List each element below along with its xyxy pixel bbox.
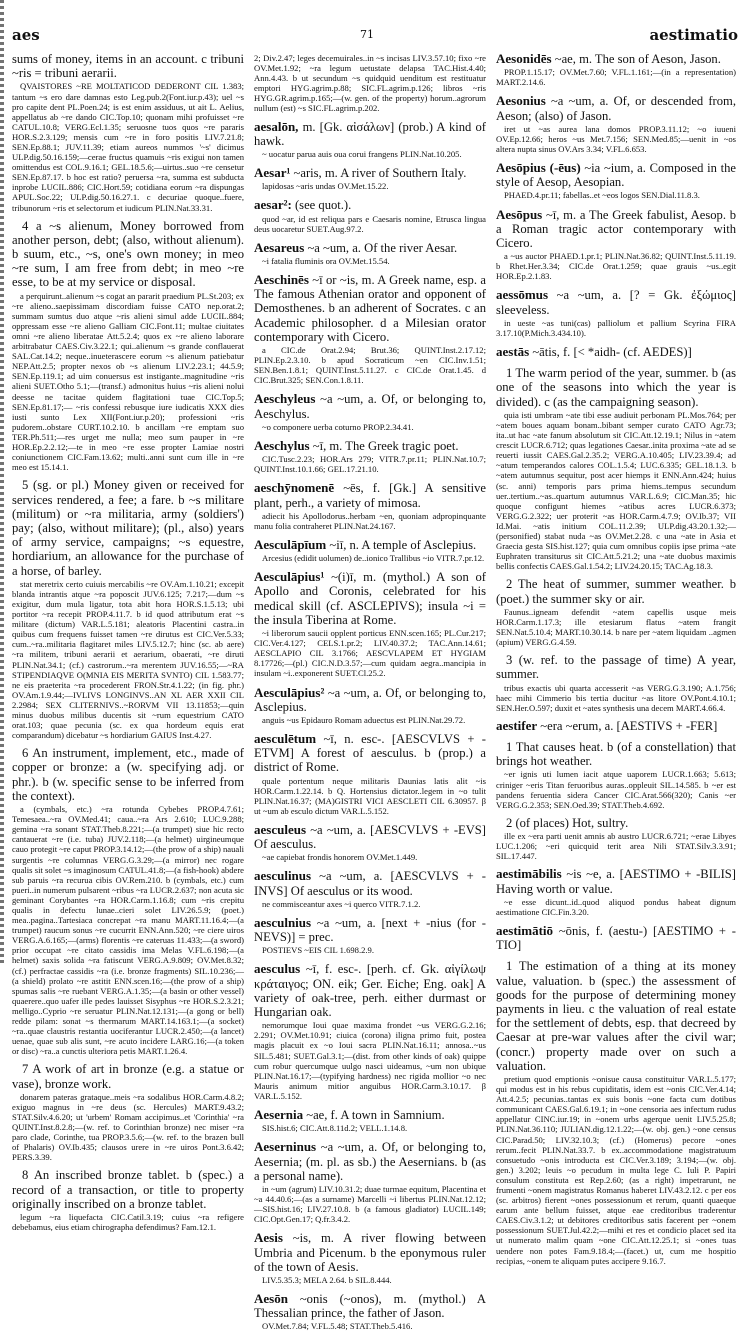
guide-word-left: aes <box>12 26 40 44</box>
sense-definition: 1 That causes heat. b (of a constellation) that brings hot weather. <box>496 740 736 769</box>
headword: Aesareus <box>254 239 305 255</box>
headword: Aesernia <box>254 1107 304 1123</box>
citations: SIS.hist.6; CIC.Att.8.11d.2; VELL.1.14.8. <box>262 1123 408 1134</box>
citations: in ~um (agrum) LIV.10.31.2; duae turmae equitum, Placentina et ~a 44.40.6;—(as a surname) Marcelli ~i libertus PLIN.Nat.12.12;—SIS.hist.16; LIV.27.10.8. b (a famous gladiator) LUCIL.149; CIC.Opt.Gen.17; Q.fr.3.4.2. <box>254 1183 486 1225</box>
citations: nemorumque Ioui quae maxima frondet ~us VERG.G.2.16; 2.291; OV.Met.10.91; ciuica (corona) iligna primo fuit, postea magis placuit ex ~o Ioui sacra PLIN.Nat.16.11; annosa..~us SIL.5.481; SUET.Gal.3.1;—(dist. from other kinds of oak) quippe cum robur quercumque uulgo nasci uideamus, ~um non ubique PLIN.Nat.16.17;—(typifying hardness) nec rigida mollior ~o nec Mauris animum mitior anguibus HOR.Carm.3.10.17. β VAR.L.5.152. <box>254 1020 486 1101</box>
headword: Aesonidēs <box>496 51 552 66</box>
citations: a perquirunt..alienum ~s cogat an pararit praedium PL.St.203; ex ~re alieno..saepissimam discordiam fuisse CATO nep.orat.2; summam sumtus duo atque ~ris alieni simul adde LUCIL.884; oppressam esse ~re alieno Galliam CIC.Font.11; multae ciuitates omni ~re alieno liberatae Att.5.2.4; quos ex ~re alieno laborare arbitrabatur CAES.Civ.3.22.1; qui..alienum ~s grande conflauerat SAL.Cat.14.2; neque..inueterascere eorum ~s alienum patiebatur NEP.Att.2.5; propter nexos ob ~s alienum LIV.2.23.1; 44.5.9; SEN.Ep.119.1; ad uim conuersus est instigante..magnitudine ~ris alieni SUET.Otho 5.1;—(transf.) admonitus huius ~ris alieni nolui deesse ne tacitae quidem flagitationi tuae CIC.Top.5; SEN.Ep.81.17;— ~ris confessi rebusque iure iudicatis XXX dies iusti sunto Lex XII(Font.iur.p.20); professioni ~ris pudorem..obstare CURT.10.2.10. b ancillam ~re emptam suo TER.Ph.511;—res urget me nulla; meo sum pauper in ~re HOR.Ep.2.2.12;—te in meo ~re esse propter Lamiae nostri coniunctionem CIC.Fam.13.62; multi..anni sunt cum ille in ~re meo est 15.14.1. <box>12 290 244 473</box>
citations: ~er ignis uti lumen iacit atque uaporem LUCR.1.663; 5.613; criniger ~eris Titan feruoribus auras..oppleuit SIL.14.585. b ~er est pandens feruentia sidera Cancer CIC.Arat.566(320); Canis ~er VERG.G.2.353; SEN.Oed.39; STAT.Theb.4.692. <box>496 769 736 810</box>
headword: Aesar¹ <box>254 165 291 181</box>
citations: POSTIEVS ~EIS CIL 1.698.2.9. <box>262 945 374 956</box>
citations: ~ uocatur parua auis oua corui frangens PLIN.Nat.10.205. <box>262 148 462 159</box>
scan-edge <box>0 0 4 963</box>
definition: ~ī, f. esc-. [perh. cf. Gk. αἰγίλωψ κράταιγος; ON. eik; Ger. Eiche; Eng. oak] A variety of oak-tree, perh. either durmast or Hungarian oak. <box>254 962 486 1020</box>
headword: aesar²: <box>254 197 292 213</box>
citations: LIV.5.35.3; MELA 2.64. b SIL.8.444. <box>262 1274 392 1285</box>
definition: ~is ~e, a. [AESTIMO + -BILIS] Having worth or value. <box>496 867 736 896</box>
citations: donarem pateras grataque..meis ~ra sodalibus HOR.Carm.4.8.2; exiguo magnus in ~re deus (sc. Hercules) MART.9.43.2; STAT.Silv.4.6.20; ut 'urbem' Romam accipimus..et 'Corinthia' ~ra QUINT.Inst.8.2.8;—(w. ref. to Corinthian bronze) nec miser ~ra paro clade, Corinthe, tua PROP.3.5.6;—(w. ref. to the brazen bull of Phalaris) OV.Ib.435; clausos urere in ~re uiros Pont.3.6.42; PERS.3.39. <box>12 1091 244 1163</box>
sense-definition: sums of money, items in an account. c tribuni ~ris = tribuni aerarii. <box>12 52 244 81</box>
sense-definition: 2 The heat of summer, summer weather. b (poet.) the summer sky or air. <box>496 577 736 606</box>
headword: Aesōpus <box>496 206 543 222</box>
dictionary-entry <box>254 962 486 1101</box>
dictionary-entry <box>254 1140 486 1224</box>
citations: ~ae capiebat frondis honorem OV.Met.1.449. <box>262 852 418 863</box>
dictionary-entry <box>254 392 486 432</box>
headword: aesculētum <box>254 731 317 746</box>
citations: ne commisceantur axes ~i querco VITR.7.1.2. <box>262 898 421 909</box>
definition: ~ī, m. a The Greek fabulist, Aesop. b a Roman tragic actor contemporary with Cicero. <box>496 207 736 250</box>
dictionary-entry <box>496 719 736 733</box>
dictionary-entry <box>254 1231 486 1285</box>
dictionary-entry <box>496 94 736 154</box>
column-2 <box>254 52 486 1339</box>
dictionary-entry <box>254 869 486 909</box>
definition: ~onis (~onos), m. (mythol.) A Thessalian prince, the father of Jason. <box>254 1292 486 1321</box>
definition: ~is, m. A river flowing between Umbria and Picenum. b the eponymous ruler of the town of Aesis. <box>254 1231 486 1274</box>
definition: ~a ~um, a. [? = Gk. ἐξώμιος] sleeveless. <box>496 288 736 317</box>
citations: ~i fatalia fluminis ora OV.Met.15.54. <box>262 255 390 266</box>
sense-definition: 5 (sg. or pl.) Money given or received for services rendered, a fee; a fare. b ~s militare (militum) or ~ra militaria, army (soldiers') pay; (also, without militare); (pl., also) years of army service, campaigns; ~s equestre, hordiarium, an allowance for the purchase of a horse, of barley. <box>12 478 244 578</box>
definition: ~ī, m. The Greek tragic poet. <box>309 438 459 453</box>
headword: aestifer <box>496 717 538 733</box>
column-1 <box>12 52 244 1238</box>
citations: CIC.Tusc.2.23; HOR.Ars 279; VITR.7.pr.11; PLIN.Nat.10.7; QUINT.Inst.10.1.66; GEL.17.21.10. <box>254 454 486 475</box>
headword: Aesis <box>254 1230 283 1246</box>
dictionary-entry <box>254 823 486 863</box>
citations: PROP.1.15.17; OV.Met.7.60; V.FL.1.161;—(in a representation) MART.2.14.6. <box>496 67 736 88</box>
sense-definition: 1 The estimation of a thing at its money value, valuation. b (spec.) the assessment of goods for the purpose of determining money payments in lieu. c the valuation of real estate for the settlement of debts, esp. that decreed by Caesar at pre-war values after the civil war; (concr.) property made over on such a valuation. <box>496 959 736 1073</box>
citations: ~o componere uerba coturno PROP.2.34.41. <box>262 421 414 432</box>
sense-definition: 4 a ~s alienum, Money borrowed from another person, debt; (also, without alienum). b suum, etc., ~s, one's own money; in meo ~re sum, I am free from debt; in meo ~re esse, to be at my service or disposal. <box>12 218 244 290</box>
dictionary-entry <box>254 732 486 816</box>
headword: aeschȳnomenē <box>254 480 335 496</box>
citations: adiecit his Apollodorus..herbam ~en, quoniam adpropinquante manu folia contraheret PLIN.Nat.24.167. <box>254 510 486 531</box>
definition: ~ae, m. The son of Aeson, Jason. <box>551 52 721 66</box>
sense-definition: 1 The warm period of the year, summer. b (as one of the seasons into which the year is divided). c (as the campaigning season). <box>496 366 736 409</box>
citations: a CIC.de Orat.2.94; Brut.36; QUINT.Inst.2.17.12; PLIN.Ep.2.3.10. b apud Socraticum ~en CIC.Inv.1.51; SEN.Ben.1.8.1; QUINT.Inst.5.11.27. c CIC.de Orat.1.45. d CIC.Brut.325; SEN.Con.1.8.11. <box>254 345 486 386</box>
column-3 <box>496 52 736 1272</box>
headword: aesalōn, <box>254 118 299 134</box>
headword: Aeschyleus <box>254 391 316 407</box>
citations: 2; Div.2.47; leges decemuirales..in ~s incisas LIV.3.57.10; fixo ~re OV.Met.1.92; ~ra legum uetustate delapsa TAC.Hist.4.40; Ann.4.43. b ut secundum ~s quidquid uenditum est restituatur emptori HYG.agrim.p.88; SIC.FL.agrim.p.126; libros ~ris HYG.GR.agrim.p.165;—(w. gen. of the property) horum..agrorum nullum (est) ~s SIC.FL.agrim.p.202. <box>254 53 486 114</box>
definition: ~ī, n. esc-. [AESCVLVS + -ETVM] A forest of aesculus. b (prop.) a district of Rome. <box>254 732 486 775</box>
definition: ~era ~erum, a. [AESTIVS + -FER] <box>537 718 718 733</box>
dictionary-entry <box>496 208 736 282</box>
citations: QVAISTORES ~RE MOLTATICOD DEDERONT CIL 1.383; tantum ~s ero dare damnas esto Leg.pub.2(Font.iur.p.43); uel ~s pro capite dent PL.Poen.24; is est enim assiduus, ut ait L. Aelius, appellatus ab ~re dando CIC.Top.10; quonam mihi profuisset ~re CATUL.10.8; VERG.Ecl.1.35; seruosne tuos quos ~re pararis HOR.S.2.3.129; mensis cum ~re in foro positis LIV.7.21.8; SEN.Ep.88.1; JUV.11.39; etiam aureos nummos '~s' dicimus ULP.dig.50.16.159;—cerae fructus quamuis ~ris exigui non tamen omittendus est COL.9.16.1; GEL.18.5.6;—uirtus..suo ~re censetur SEN.Ep.87.17. b hoc est ratio? peruersa ~ra, summa est subducta inprobe LUCIL.886; CIC.Hort.59; cotidiana eorum ~ra dispungas APUL.Soc.22; ULP.dig.50.16.27.1. c decuriae quoque..fuere, tribunorum ~ris et selectorum et iudicum PLIN.Nat.33.31. <box>12 81 244 213</box>
citations: quia isti umbram ~ate tibi esse audiuit perbonam PL.Mos.764; per ~atem boues aquam bonam..bibant semper curato CATO Agr.73; ita..ut hac ~ate fanum absolutum sit CIC.Att.12.19.1; Nilus in ~atem crescit LUCR.6.712; quas legationes Caesar..inita proxima ~ate ad se reuerti iussit CAES.Gal.2.35.2; VERG.A.10.405; LIV.23.39.4; ad ~atum temperandos calores COL.1.5.4; LUC.6.335; GEL.18.1.3. b ~atem autumnus sequitur, post acer hiemps it ENN.Ann.424; huius (sc. anni) temporis pars prima hiems..tempus secundum uer..tertium..~as..quartum autumnus VAR.L.6.9; CIC.Man.35; hic quoque configunt hiemes ~atibus acres LUCR.6.373; VERG.G.2.322; uer proterit ~as HOR.Carm.4.7.9; OV.Ib.37; VII Id.Mai. ~atis initium COL.11.2.39; ULP.dig.43.20.1.32;—(personified) stabat nuda ~as OV.Met.2.28. c una ~ate in Asia et Graecia gesta SIS.hist.127; quia cum omnibus copiis ipse prima ~ate Euphraten transiturus sit CIC.Att.5.21.2; una ~ate duobus maximis bellis confectis CAES.Gal.1.54.2; LIV.24.20.15; TAC.Ag.18.3. <box>496 409 736 572</box>
sense-definition: 6 An instrument, implement, etc., made of copper or bronze: a (w. specifying adj. or phr.). b (w. specific sense to be inferred from the context). <box>12 746 244 803</box>
headword: aestimātiō <box>496 922 554 938</box>
citations: Faunus..igneam defendit ~atem capellis usque meis HOR.Carm.1.17.3; ille etesiarum flatus ~atem frangit SEN.Nat.5.10.4; MART.10.30.14. b nare per ~atem liquidam ..agmen (apium) VERG.G.4.59. <box>496 606 736 648</box>
dictionary-entry <box>254 120 486 160</box>
sense-definition: 3 (w. ref. to the passage of time) A year, summer. <box>496 653 736 682</box>
headword: Aesonius <box>496 93 546 109</box>
definition: ~a ~um, a. Of, or belonging to, Aeschylus. <box>254 392 486 421</box>
citations: legum ~ra liquefacta CIC.Catil.3.19; cuius ~ra refigere debebamus, eius etiam chirographa defendimus? Fam.12.1. <box>12 1212 244 1233</box>
headword: Aeschylus <box>254 437 310 453</box>
dictionary-entry <box>496 867 736 917</box>
headword: Aeschinēs <box>254 272 309 288</box>
headword: aesculeus <box>254 821 306 837</box>
headword: Aesōpius (-ēus) <box>496 160 581 176</box>
definition: ~ēs, f. [Gk.] A sensitive plant, perh., a variety of mimosa. <box>254 481 486 510</box>
dictionary-entry <box>496 52 736 87</box>
definition: ~a ~um, a. Of, or descended from, Aeson; (also) of Jason. <box>496 94 736 123</box>
citations: a (cymbals, etc.) ~ra rotunda Cybebes PROP.4.7.61; Temesaea..~ra OV.Med.41; caua..~ra Ars 2.610; LUC.9.288; gemina ~ra sonant STAT.Theb.8.221;—(a trumpet) siue hic recto cantauerat ~re (i.e. tuba) JUV.2.118;—(a helmet) uirgineumque cauo protegit ~re caput PROP.3.14.12;—(the prow of a ship) nauali surgentis ~re columnas VERG.G.3.29;—(a mirror) nec rogare qualis sit solet ~s imaginosum CATUL.41.8;—(a fish-hook) abdere sub paruis ~ra recurua cibis OV.Rem.210. b (cymbals, etc.) cum pueri..in numerum pulsarent ~ribus ~ra LUCR.2.637; non acuta sic geminant Corybantes ~ra HOR.Carm.1.16.8; cum ~ris crepitu qualis in defectu lunae..cieri solet LIV.26.5.9; (poet.) mea..pagina..Tartesiaca concrepat ~ra manu MART.11.16.4;—(a trumpet) raucum sonus ~re cucurrit ENN.Ann.520; ~re ciere uiros VERG.A.6.165;—(arms) florentis ~re cateruas 11.433;—(a sword) prior occupat ~re citato cassidis ima Melas V.FL.6.198;—(a helmet) saxis solida ~ra fatiscunt VERG.A.9.809; OV.Met.8.32; (cf.) perfractae cassidis ~ra (i.e. bronze fragments) SIL.10.236;—(a shield) prolato ~re astitit ENN.scen.16;—(the prow of a ship) spumas salis ~re ruebant VERG.A.1.35;—(a basin or other vessel) quaerere..quo uafer ille pedes lauisset Sisyphus ~re HOR.S.2.3.21; melligo..Cyprio ~re seruatur PLIN.Nat.12.131;—(a gong or bell) redde pilam: sonat ~s thermarum MART.14.163.1;—(a socket) ~ra..quae claustris restantia uociferantur LUCR.2.450;—(a lancet) uenae, quae sub alis sunt, ~re acuto incidere LARG.16;—(a token or disc) ~ra..a cunctis ulteriora petis MART.1.26.4. <box>12 804 244 1057</box>
headword: Aesōn <box>254 1291 288 1307</box>
dictionary-entry <box>254 570 486 678</box>
headword: aesculinus <box>254 868 312 884</box>
dictionary-entry <box>254 198 486 233</box>
headword: Aesculāpius² <box>254 684 325 700</box>
dictionary-entry <box>254 538 486 563</box>
citations: pretium quod emptionis ~onisue causa constituitur VAR.L.5.177; qui modus est in his rebus cupiditatis, idem est ~onis CIC.Ver.4.14; Att.4.2.5; pecunias..tantas ex suis bonis ~one facta cum dotibus communicant CAES.Gal.6.19.1; in ~one censoria aes infectum rudus appellatur CINC.iur.19; in ~onem urbs agerque uenit LIV.5.25.8; PLIN.Nat.36.110; JULIAN.dig.12.1.22;—(w. obj. gen.) ~one census CIC.Parad.50; LIV.32.10.3; (cf.) (Homerus) pecore ~ones rerum..fecit PLIN.Nat.33.7. b ex..accommodatione magistratuum consuetudo ~onis introducta est CIC.Ver.3.189; 3.194;—(w. obj. gen.) 3.202; leuis ~o pecudum in multa lege C. Iuli P. Papiri consulum constituta est Rep.2.60; (as a right) impetrarunt, ne frumenti ~onem magistratus Romanus haberet LIV.43.2.12. c per eos (sc. arbitros) fierent ~ones possessionum et rerum, quanti quaeque earum ante bellum fuisset, atque eae creditoribus traderentur CAES.Civ.3.1.2; ut debitores creditoribus satis facerent per ~onem possessionum SUET.Jul.42.2;—mihi et res et condicio placet sed ita ut numerato malim quam ~one CIC.Att.12.25.1; si ~ones tuas uendere non potes Fam.9.18.4;—(facet.) ut, cum me hospitio recipias, ~onem te aliquam putes accipere 9.16.7. <box>496 1073 736 1266</box>
dictionary-entry <box>254 439 486 474</box>
headword: aestimābilis <box>496 866 562 882</box>
citations: quale portentum neque militaris Daunias latis alit ~is HOR.Carm.1.22.14. b Q. Hortensius dictator..legem in ~o tulit PLIN.Nat.16.37; (MA)GISTRI VICI AESCLETI CIL 6.30957. β ut ~um ab esculo dictum VAR.L.5.152. <box>254 775 486 816</box>
sense-definition: 2 (of places) Hot, sultry. <box>506 815 629 830</box>
definition: m. [Gk. αἰσάλων] (prob.) A kind of hawk. <box>254 119 486 148</box>
citations: anguis ~us Epidauro Romam aduectus est PLIN.Nat.29.72. <box>262 714 466 725</box>
citations: Arcesius (edidit uolumen) de..ionico Trallibus ~io VITR.7.pr.12. <box>262 553 485 564</box>
dictionary-entry <box>254 241 486 266</box>
definition: ~a ~um, a. [AESCVLVS + -INVS] Of aesculus or its wood. <box>254 869 486 898</box>
headword: aesculnius <box>254 914 312 930</box>
definition: ~a ~um, a. Of, or belonging to, Asclepius. <box>254 685 486 714</box>
definition: ~a ~um, a. Of the river Aesar. <box>304 240 458 255</box>
sense-definition: 7 A work of art in bronze (e.g. a statue or vase), bronze work. <box>12 1062 244 1091</box>
citations: iret ut ~as aurea lana domos PROP.3.11.12; ~o iuueni OV.Ep.12.66; heros ~us Met.7.156; SEN.Med.85;—uenit in ~os altera nupta sinus OV.Ars 3.34; V.FL.6.653. <box>496 123 736 154</box>
dictionary-entry <box>496 924 736 952</box>
citations: tribus exactis ubi quarta accesserit ~as VERG.G.3.190; A.1.756; haec mihi Cimmerio bis tertia ducitur ~as litore OV.Pont.4.10.1; SEN.Her.O.597; duxit et ~ates synthesis una decem MART.4.66.4. <box>496 682 736 713</box>
definition: ~ia ~ium, a. Composed in the style of Aesop, Aesopian. <box>496 161 737 190</box>
dictionary-entry <box>254 273 486 385</box>
citations: ~e esse dicunt..id..quod aliquod pondus habeat dignum aestimatione CIC.Fin.3.20. <box>496 896 736 917</box>
citations: ~i liberorum saucii opplent porticus ENN.scen.165; PL.Cur.217; CIC.Ver.4.127; CELS.1.pr.2; LIV.40.37.2; TAC.Ann.14.61; AESCLAPIO CIL 3.1766; AESCVLAPEM ET HYGIAM 8.17726;—(pl.) CIC.N.D.3.57;—cum quidam aegra..mancipia in insulam ~i..exponerent SUET.Cl.25.2. <box>254 628 486 679</box>
dictionary-entry <box>254 1292 486 1332</box>
citations: quod ~ar, id est reliqua pars e Caesaris nomine, Etrusca lingua deus uocaretur SUET.Aug.97.2. <box>254 213 486 234</box>
definition: ~iī, n. A temple of Asclepius. <box>326 537 477 552</box>
dictionary-entry <box>254 686 486 726</box>
citations: OV.Met.7.84; V.FL.5.48; STAT.Theb.5.416. <box>262 1321 413 1332</box>
dictionary-entry <box>254 1108 486 1133</box>
definition: ~a ~um, a. [AESCVLVS + -EVS] Of aesculus. <box>254 822 486 852</box>
guide-word-right: aestimatio <box>649 26 738 44</box>
headword: Aesculāpius¹ <box>254 569 325 585</box>
sense-definition: 8 An inscribed bronze tablet. b (spec.) a record of a transaction, or title to property originally inscribed on a bronze tablet. <box>12 1168 244 1211</box>
page-number: 71 <box>360 28 374 41</box>
definition: (see quot.). <box>291 198 352 213</box>
headword: aesculus <box>254 961 301 977</box>
definition: ~ōnis, f. (aestu-) [AESTIMO + -TIO] <box>496 923 736 953</box>
citations: in ueste ~as tuni(cas) palliolum et pallium Scyrina FIRA 3.17.10(P.Mich.3.434.10). <box>496 317 736 338</box>
headword: aessōmus <box>496 287 549 303</box>
definition: ~ātis, f. [< *aidh- (cf. AEDES)] <box>529 345 692 360</box>
definition: ~a ~um, a. [next + -nius (for -NEVS)] = prec. <box>254 915 486 945</box>
dictionary-entry <box>254 916 486 956</box>
citations: stat meretrix certo cuiuis mercabilis ~re OV.Am.1.10.21; excepit blanda intrantis atque ~ra poposcit JUV.6.125; 7.217;—dum ~s exigitur, dum mula ligatur, tota abit hora HOR.S.1.5.13; ubi portitor ~ra recepit PROP.4.11.7. b id quod attributum erat ~s militare (dictum) VAR.L.5.181; aleatoris Placentini castra..in quibus cum frequens fuisset tamen ~re dirutus est CIC.Ver.5.33; cum..~ra..militaria flagitaret miles LIV.5.12.7; hinc (sc. ab aere) ~ra militem, tribuni aerarii et aerarium, obaerati, ~re diruti PLIN.Nat.34.1; (cf.) castrorum..~ra merentem JUV.16.55;—~RA STIPENDIAQVE O(MNIA EIS MERITA SVNTO) CIL 1.583.77; ne eis praeterita ~ra procederent FRON.Str.4.1.22; (in fig. phr.) OV.Am.1.9.44;—IVLIVS LONGINVS..AN XL AER XXII CIL 2.2984; SEX CLITERNIVS..~RORVM VII 13.11853;—quin minus duobus milibus ducentis sit ~rum equestrium CATO orat.103; quae pecunia (sc. ex qua hordeum equis erat comparandum) dicebatur ~s hordiarium GAIUS Inst.4.27. <box>12 578 244 741</box>
headword: Aeserninus <box>254 1139 317 1155</box>
definition: ~ae, f. A town in Samnium. <box>303 1108 445 1123</box>
dictionary-entry <box>254 166 486 191</box>
citations: ille ex ~era parti uenit amnis ab austro LUCR.6.721; ~erae Libyes LUC.1.206; ~eri quicquid terit area Nili STAT.Silv.3.3.91; SIL.17.447. <box>496 831 736 862</box>
definition: ~ī or ~is, m. A Greek name, esp. a The famous Athenian orator and opponent of Demosthenes. b an adherent of Socrates. c an Academic philosopher. d a Milesian orator contemporary with Cicero. <box>254 273 486 344</box>
dictionary-entry <box>254 481 486 531</box>
headword: Aesculāpīum <box>254 536 327 552</box>
dictionary-entry <box>496 161 736 201</box>
page-header <box>0 26 750 46</box>
definition: ~aris, m. A river of Southern Italy. <box>290 166 467 181</box>
dictionary-entry <box>496 345 736 359</box>
citations: a ~us auctor PHAED.1.pr.1; PLIN.Nat.36.82; QUINT.Inst.5.11.19. b Rhet.Her.3.34; CIC.de Orat.1.259; quae grauis ~us..egit HOR.Ep.2.1.83. <box>496 251 736 282</box>
definition: ~(i)ī, m. (mythol.) A son of Apollo and Coronis, celebrated for his medical skill (cf. ASCLEPIVS); insula ~i = the insula Tiberina at Rome. <box>254 570 486 627</box>
dictionary-entry <box>496 288 736 338</box>
definition: ~a ~um, a. Of, or belonging to, Aesernia; (m. pl. as sb.) the Aesernians. b (as a personal name). <box>254 1140 486 1183</box>
citations: lapidosas ~aris undas OV.Met.15.22. <box>262 181 389 192</box>
citations: PHAED.4.pr.11; fabellas..et ~eos logos SEN.Dial.11.8.3. <box>504 190 700 201</box>
headword: aestās <box>496 344 530 360</box>
